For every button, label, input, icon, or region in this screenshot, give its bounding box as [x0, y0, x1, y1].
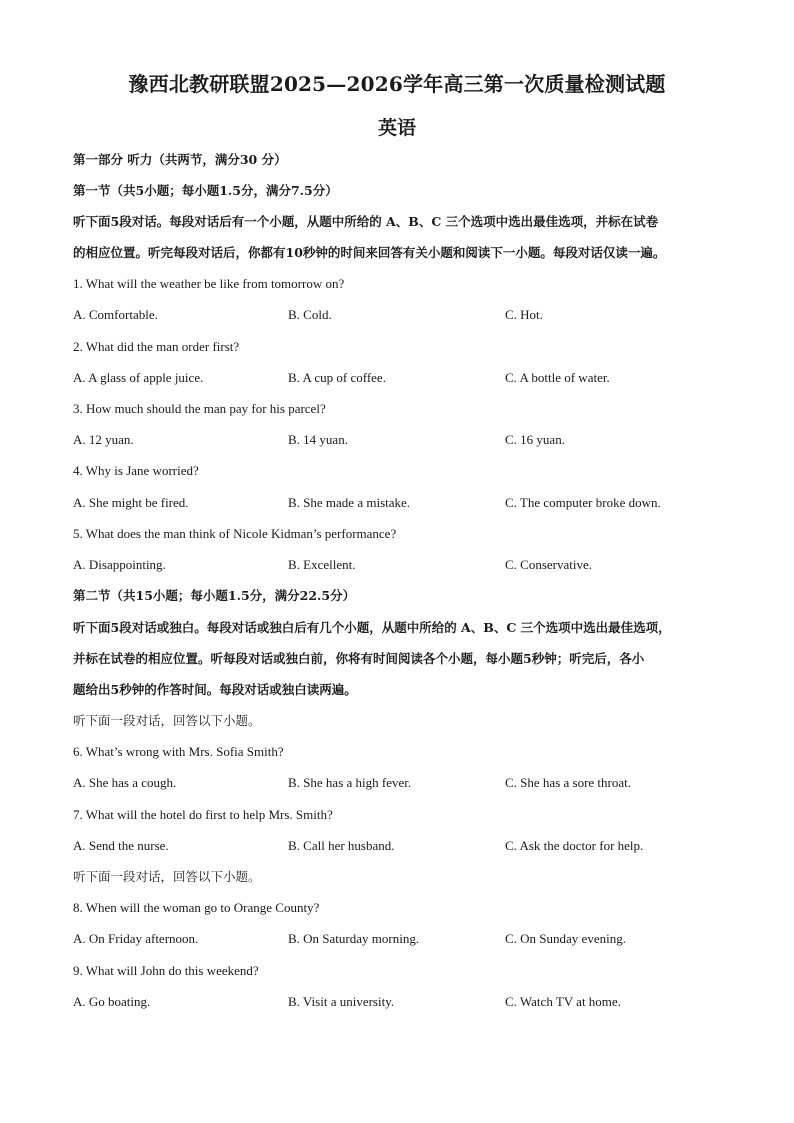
option-a: A. On Friday afternoon. — [73, 931, 199, 946]
option-a: A. She might be fired. — [73, 495, 189, 510]
option-a: A. She has a cough. — [73, 775, 177, 790]
option-row — [73, 557, 733, 573]
option-row — [73, 307, 733, 323]
option-a: A. Disappointing. — [73, 557, 166, 572]
question-stem: 2. What did the man order first? — [73, 339, 240, 354]
option-b: B. Cold. — [288, 307, 332, 322]
question-stem: 6. What’s wrong with Mrs. Sofia Smith? — [73, 744, 284, 759]
subject-title: 英语 — [377, 117, 416, 139]
option-a: A. A glass of apple juice. — [73, 370, 204, 385]
section2-heading: 第二节（共15小题；每小题1.5分，满分22.5分） — [73, 588, 356, 603]
section1-heading: 第一节（共5小题；每小题1.5分，满分7.5分） — [73, 183, 338, 198]
option-c: C. 16 yuan. — [505, 432, 565, 447]
option-c: C. Ask the doctor for help. — [505, 838, 644, 853]
section2-instruction-line-1: 听下面5段对话或独白。每段对话或独白后有几个小题，从题中所给的 A、B、C 三个选项中选出最佳选项， — [73, 620, 671, 635]
question-stem: 1. What will the weather be like from tomorrow on? — [73, 276, 345, 291]
option-a: A. 12 yuan. — [73, 432, 134, 447]
option-a: A. Send the nurse. — [73, 838, 169, 853]
option-b: B. Excellent. — [288, 557, 356, 572]
question-stem: 8. When will the woman go to Orange County? — [73, 900, 320, 915]
option-c: C. Hot. — [505, 307, 543, 322]
option-row — [73, 775, 733, 791]
option-row — [73, 370, 733, 386]
option-b: B. Visit a university. — [288, 994, 395, 1009]
group-prompt: 听下面一段对话，回答以下小题。 — [73, 869, 261, 884]
option-c: C. She has a sore throat. — [505, 775, 632, 790]
option-b: B. 14 yuan. — [288, 432, 348, 447]
option-c: C. A bottle of water. — [505, 370, 610, 385]
option-c: C. Conservative. — [505, 557, 593, 572]
group-prompt: 听下面一段对话，回答以下小题。 — [73, 713, 261, 728]
option-row — [73, 432, 733, 448]
part1-heading: 第一部分 听力（共两节，满分30 分） — [73, 152, 287, 167]
question-stem: 9. What will John do this weekend? — [73, 963, 259, 978]
section1-instruction-line-1: 听下面5段对话。每段对话后有一个小题，从题中所给的 A、B、C 三个选项中选出最佳选项，并标在试卷 — [73, 214, 659, 229]
section2-instruction-line-2: 并标在试卷的相应位置。听每段对话或独白前，你将有时间阅读各个小题，每小题5秒钟；听完后，各小 — [73, 651, 645, 666]
option-row — [73, 931, 733, 947]
option-b: B. She made a mistake. — [288, 495, 411, 510]
option-c: C. On Sunday evening. — [505, 931, 626, 946]
option-row — [73, 838, 733, 854]
section1-instruction-line-2: 的相应位置。听完每段对话后，你都有10秒钟的时间来回答有关小题和阅读下一小题。每段对话仅读一遍。 — [73, 245, 666, 260]
option-a: A. Comfortable. — [73, 307, 158, 322]
option-b: B. She has a high fever. — [288, 775, 412, 790]
option-b: B. Call her husband. — [288, 838, 395, 853]
question-stem: 4. Why is Jane worried? — [73, 463, 199, 478]
option-row — [73, 495, 733, 511]
option-b: B. A cup of coffee. — [288, 370, 386, 385]
question-stem: 3. How much should the man pay for his parcel? — [73, 401, 326, 416]
option-c: C. Watch TV at home. — [505, 994, 621, 1009]
option-c: C. The computer broke down. — [505, 495, 661, 510]
question-stem: 5. What does the man think of Nicole Kidman’s performance? — [73, 526, 397, 541]
option-a: A. Go boating. — [73, 994, 151, 1009]
option-row — [73, 994, 733, 1010]
question-stem: 7. What will the hotel do first to help Mrs. Smith? — [73, 807, 333, 822]
option-b: B. On Saturday morning. — [288, 931, 420, 946]
section2-instruction-line-3: 题给出5秒钟的作答时间。每段对话或独白读两遍。 — [73, 682, 357, 697]
exam-title: 豫西北教研联盟2025—2026学年高三第一次质量检测试题 — [128, 72, 666, 96]
